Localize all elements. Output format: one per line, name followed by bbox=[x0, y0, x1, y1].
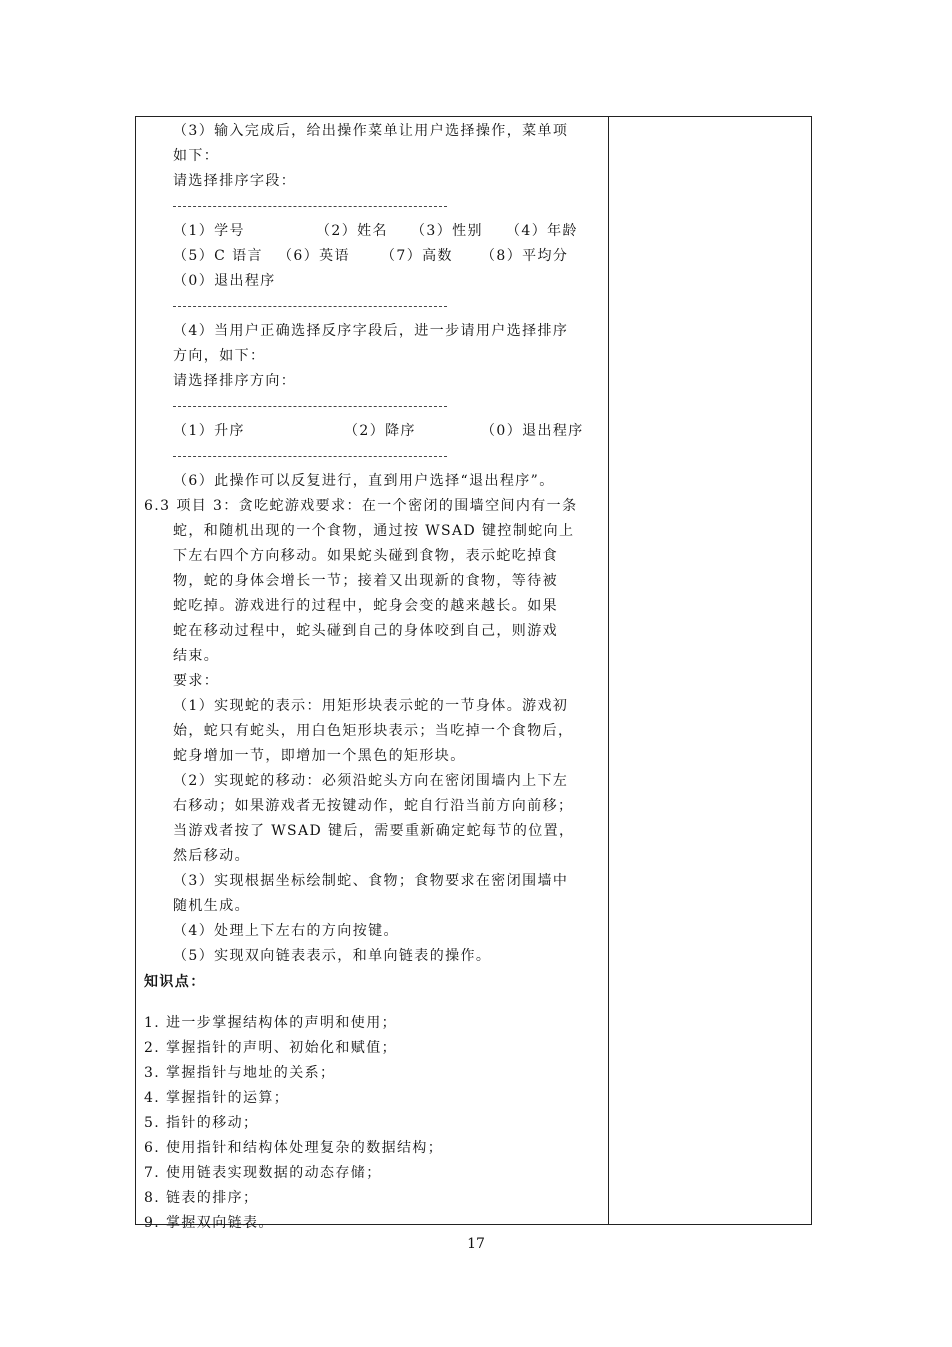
text-line: 请选择排序字段： bbox=[173, 173, 297, 189]
text-line: 然后移动。 bbox=[173, 848, 250, 864]
field-option: （6）英语 bbox=[278, 248, 350, 264]
text-line: （2）实现蛇的移动：必须沿蛇头方向在密闭围墙内上下左 bbox=[173, 773, 569, 789]
field-option: （5）C 语言 bbox=[173, 248, 263, 264]
field-option: （1）学号 bbox=[173, 223, 245, 239]
text-line: 如下： bbox=[173, 148, 220, 164]
text-line: 当游戏者按了 WSAD 键后，需要重新确定蛇每节的位置， bbox=[173, 823, 575, 839]
field-option: （2）姓名 bbox=[316, 223, 388, 239]
text-line: 蛇吃掉。游戏进行的过程中，蛇身会变的越来越长。如果 bbox=[173, 598, 558, 614]
knowledge-item: 1. 进一步掌握结构体的声明和使用； bbox=[144, 1015, 398, 1031]
knowledge-item: 8. 链表的排序； bbox=[144, 1190, 259, 1206]
direction-option: （2）降序 bbox=[344, 423, 416, 439]
text-line: 右移动；如果游戏者无按键动作，蛇自行沿当前方向前移； bbox=[173, 798, 574, 814]
text-line: 蛇在移动过程中，蛇头碰到自己的身体咬到自己，则游戏 bbox=[173, 623, 558, 639]
text-line: （6）此操作可以反复进行，直到用户选择“退出程序”。 bbox=[173, 473, 555, 489]
dashed-separator bbox=[173, 456, 447, 457]
knowledge-item: 5. 指针的移动； bbox=[144, 1115, 259, 1131]
text-line: 下左右四个方向移动。如果蛇头碰到食物，表示蛇吃掉食 bbox=[173, 548, 558, 564]
field-option: （7）高数 bbox=[381, 248, 453, 264]
field-option: （0）退出程序 bbox=[173, 273, 276, 289]
knowledge-item: 6. 使用指针和结构体处理复杂的数据结构； bbox=[144, 1140, 444, 1156]
project-heading: 6.3 项目 3：贪吃蛇游戏要求：在一个密闭的围墙空间内有一条 bbox=[144, 498, 578, 514]
knowledge-item: 4. 掌握指针的运算； bbox=[144, 1090, 290, 1106]
direction-option: （0）退出程序 bbox=[481, 423, 584, 439]
field-option: （4）年龄 bbox=[506, 223, 578, 239]
text-line: （4）处理上下左右的方向按键。 bbox=[173, 923, 399, 939]
text-line: 蛇，和随机出现的一个食物，通过按 WSAD 键控制蛇向上 bbox=[173, 523, 575, 539]
text-line: （5）实现双向链表表示，和单向链表的操作。 bbox=[173, 948, 492, 964]
column-divider bbox=[608, 117, 609, 1224]
content-table bbox=[135, 116, 812, 1231]
knowledge-item: 2. 掌握指针的声明、初始化和赋值； bbox=[144, 1040, 398, 1056]
knowledge-item: 3. 掌握指针与地址的关系； bbox=[144, 1065, 336, 1081]
text-line: 方向，如下： bbox=[173, 348, 266, 364]
text-line: 随机生成。 bbox=[173, 898, 250, 914]
text-line: （3）输入完成后，给出操作菜单让用户选择操作，菜单项 bbox=[173, 123, 569, 139]
text-line: 蛇身增加一节，即增加一个黑色的矩形块。 bbox=[173, 748, 466, 764]
text-line: （4）当用户正确选择反序字段后，进一步请用户选择排序 bbox=[173, 323, 569, 339]
text-line: 要求： bbox=[173, 673, 220, 689]
knowledge-heading: 知识点： bbox=[144, 974, 206, 990]
dashed-separator bbox=[173, 206, 447, 207]
field-option: （8）平均分 bbox=[481, 248, 569, 264]
text-line: 始，蛇只有蛇头，用白色矩形块表示；当吃掉一个食物后， bbox=[173, 723, 574, 739]
field-option: （3）性别 bbox=[411, 223, 483, 239]
text-line: （3）实现根据坐标绘制蛇、食物；食物要求在密闭围墙中 bbox=[173, 873, 569, 889]
page-number: 17 bbox=[467, 1236, 485, 1252]
knowledge-item: 9. 掌握双向链表。 bbox=[144, 1215, 274, 1231]
direction-option: （1）升序 bbox=[173, 423, 245, 439]
text-line: 结束。 bbox=[173, 648, 220, 664]
dashed-separator bbox=[173, 306, 447, 307]
text-line: （1）实现蛇的表示：用矩形块表示蛇的一节身体。游戏初 bbox=[173, 698, 569, 714]
text-line: 物，蛇的身体会增长一节；接着又出现新的食物，等待被 bbox=[173, 573, 558, 589]
dashed-separator bbox=[173, 406, 447, 407]
text-line: 请选择排序方向： bbox=[173, 373, 297, 389]
knowledge-item: 7. 使用链表实现数据的动态存储； bbox=[144, 1165, 382, 1181]
